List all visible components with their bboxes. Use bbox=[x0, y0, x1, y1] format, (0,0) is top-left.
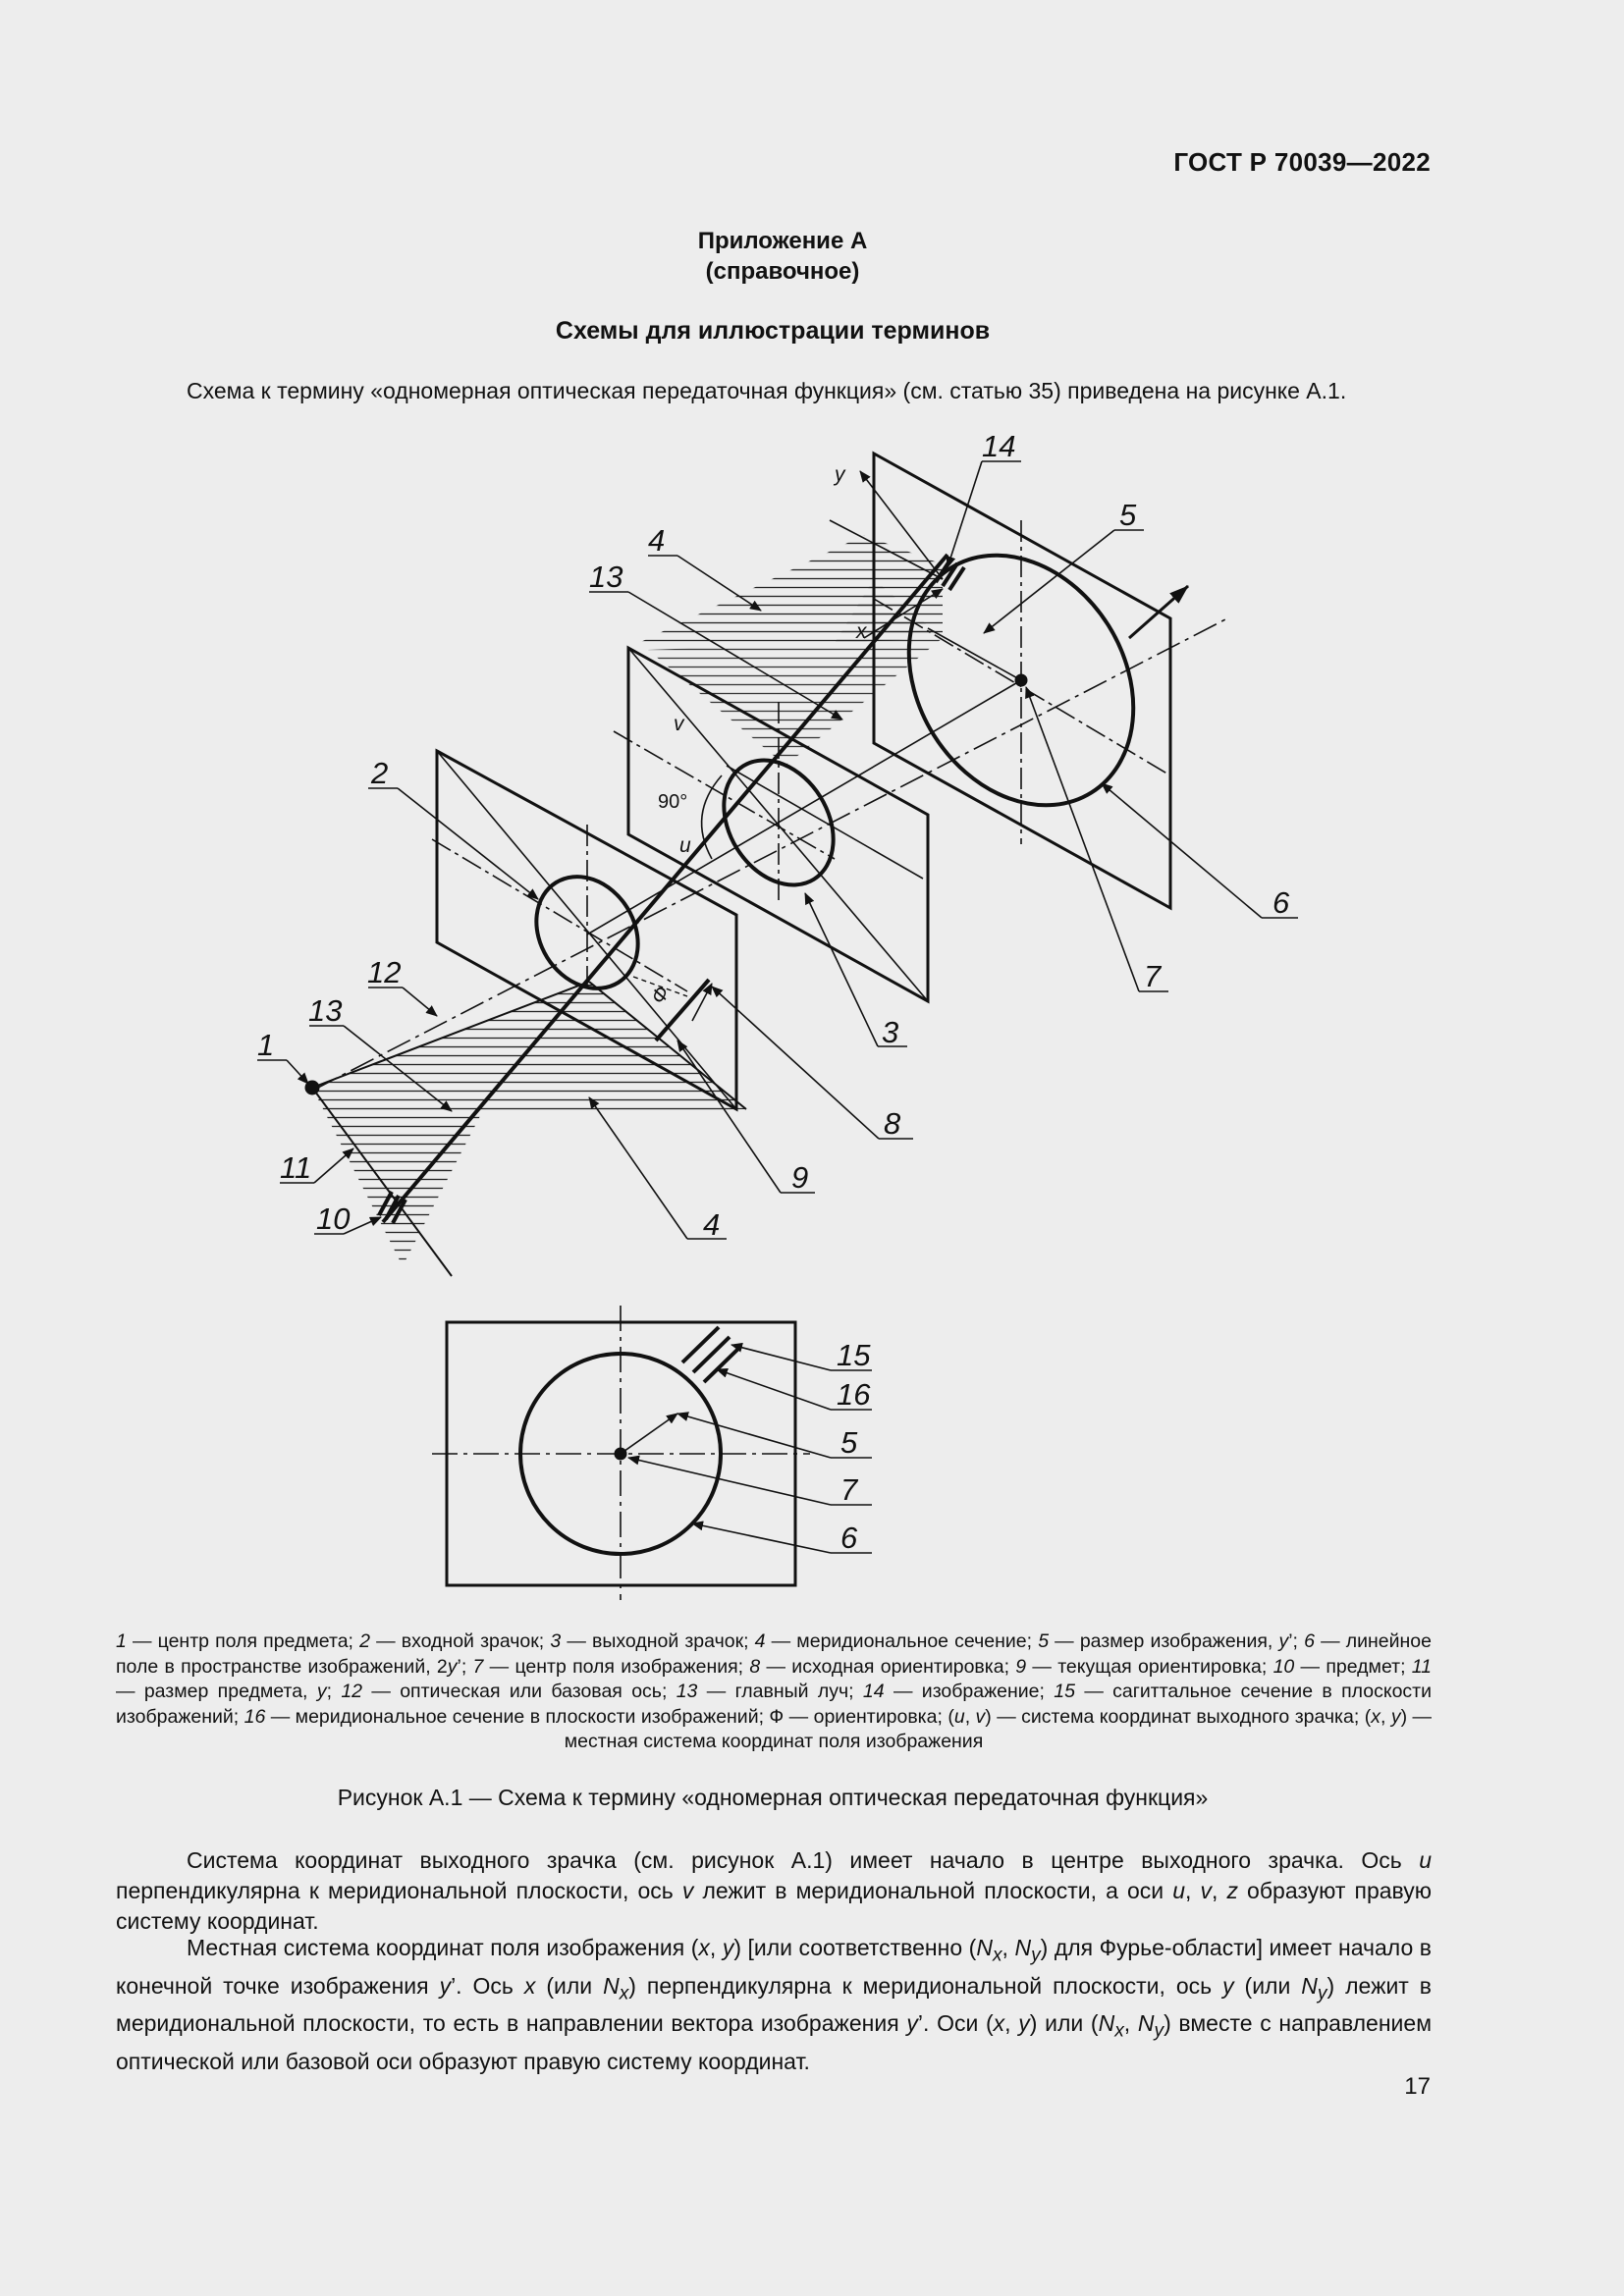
section-title: Схемы для иллюстрации терминов bbox=[555, 317, 991, 345]
image-center-dot bbox=[1015, 674, 1027, 686]
axis-label-u: u bbox=[679, 834, 691, 857]
callout-6-lower: 6 bbox=[840, 1521, 858, 1555]
callout-7-lower: 7 bbox=[840, 1472, 858, 1507]
angle-label: 90° bbox=[658, 791, 688, 813]
callout-4-bottom: 4 bbox=[703, 1207, 721, 1242]
callout-9: 9 bbox=[791, 1160, 809, 1195]
callout-14: 14 bbox=[982, 429, 1016, 463]
callout-5: 5 bbox=[1119, 498, 1137, 532]
callout-11: 11 bbox=[280, 1150, 312, 1185]
meridional-section-object-space bbox=[312, 982, 746, 1266]
callout-6: 6 bbox=[1272, 885, 1290, 920]
appendix-title: Приложение А bbox=[697, 228, 868, 254]
paragraph-image-coordinates: Местная система координат поля изображения (x, y) [или соответственно ($N_x$, $N_y$) для Фурье-области] имеет начало в конечной точке изображения y’. Ось x (или $N_x$) перпендикулярна к меридиональной плоскости, ось y (или $N_y$) лежит в меридиональной плоскости, то есть в направлении вектора изображения y’. Оси (x, y) или ($N_x$, $N_y$) вместе с направлением оптической или базовой оси образуют правую систему координат. bbox=[116, 1935, 1433, 2074]
appendix-heading bbox=[0, 226, 1624, 287]
appendix-subtitle: (справочное) bbox=[705, 258, 860, 285]
callout-2: 2 bbox=[371, 756, 389, 790]
callout-8: 8 bbox=[884, 1106, 901, 1141]
axis-label-x: x bbox=[856, 620, 867, 643]
figure-a1-diagram bbox=[0, 422, 1624, 1600]
callout-15: 15 bbox=[837, 1338, 871, 1372]
callout-5-lower: 5 bbox=[840, 1425, 858, 1460]
page-number: 17 bbox=[1404, 2073, 1431, 2100]
callout-4-top: 4 bbox=[648, 523, 666, 558]
callout-16: 16 bbox=[837, 1377, 871, 1412]
axis-label-y: y bbox=[835, 463, 845, 486]
figure-legend: 1 — центр поля предмета; 2 — входной зрачок; 3 — выходной зрачок; 4 — меридиональное сечение; 5 — размер изображения, y’; 6 — линейное поле в пространстве изображений, 2y’; 7 — центр поля изображения; 8 — исходная ориентировка; 9 — текущая ориентировка; 10 — предмет; 11 — размер предмета, y; 12 — оптическая или базовая ось; 13 — главный луч; 14 — изображение; 15 — сагиттальное сечение в плоскости изображений; 16 — меридиональное сечение в плоскости изображений; Ф — ориентировка; (u, v) — система координат выходного зрачка; (x, y) — местная система координат поля изображения bbox=[116, 1630, 1433, 1752]
callout-1: 1 bbox=[257, 1028, 275, 1062]
callout-10: 10 bbox=[316, 1201, 351, 1236]
callout-13-left: 13 bbox=[308, 993, 343, 1028]
callout-13-top: 13 bbox=[589, 560, 623, 594]
paragraph-pupil-coordinates: Система координат выходного зрачка (см. рисунок А.1) имеет начало в центре выходного зрачка. Ось u перпендикулярна к меридиональной плоскости, ось v лежит в меридиональной плоскости, а оси u, v, z образуют правую систему координат. bbox=[116, 1847, 1433, 1934]
intro-text: Схема к термину «одномерная оптическая передаточная функция» (см. статью 35) приведена на рисунке А.1. bbox=[187, 378, 1347, 403]
callout-12: 12 bbox=[367, 955, 402, 989]
callout-3: 3 bbox=[882, 1015, 899, 1049]
callout-7: 7 bbox=[1144, 959, 1162, 993]
figure-caption: Рисунок А.1 — Схема к термину «одномерная оптическая передаточная функция» bbox=[337, 1785, 1209, 1810]
standard-number: ГОСТ Р 70039—2022 bbox=[1173, 147, 1431, 177]
axis-label-v: v bbox=[674, 713, 684, 735]
phi-label: Ф bbox=[646, 982, 675, 1008]
